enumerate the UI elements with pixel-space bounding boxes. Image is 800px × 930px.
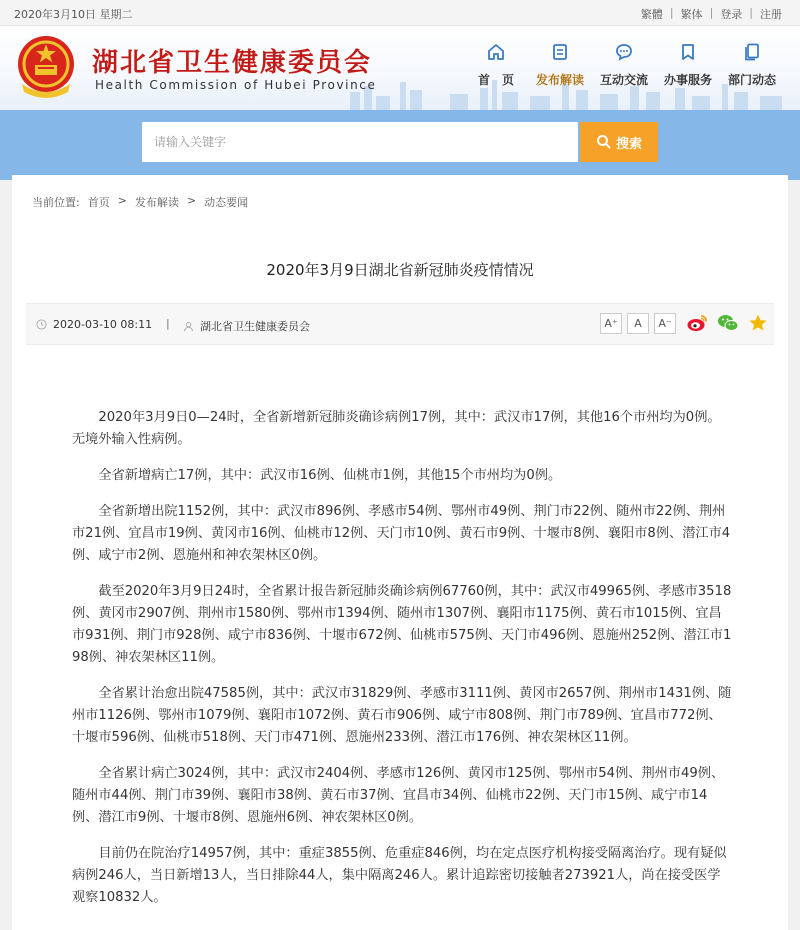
breadcrumb-separator: > <box>117 194 127 207</box>
top-utility-bar <box>0 0 800 26</box>
favorite-star-icon[interactable] <box>748 313 768 333</box>
user-icon <box>183 321 194 332</box>
meta-divider: | <box>166 317 170 330</box>
nav-label: 发布解读 <box>535 73 584 87</box>
search-button[interactable] <box>580 122 658 162</box>
paragraph: 2020年3月9日0—24时，全省新增新冠肺炎确诊病例17例，其中：武汉市17例，其他16个市州均为0例。无境外输入性病例。 <box>72 410 721 447</box>
publish-datetime: 2020-03-10 08:11 <box>53 318 153 331</box>
breadcrumb-separator: > <box>186 194 197 207</box>
nav-label: 互动交流 <box>599 73 648 87</box>
traditional-chinese-alt-link[interactable]: 繁体 <box>680 8 703 21</box>
breadcrumb <box>32 194 248 210</box>
breadcrumb-label: 当前位置: <box>32 196 80 209</box>
site-subtitle: Health Commission of Hubei Province <box>95 78 377 92</box>
search-input[interactable]: 请输入关键字 <box>142 122 578 162</box>
font-size-controls <box>600 313 676 334</box>
nav-item-publications[interactable] <box>528 42 592 88</box>
article-meta-bar <box>26 303 774 345</box>
nav-label: 首 页 <box>477 73 514 87</box>
document-icon <box>550 42 570 62</box>
weibo-icon[interactable] <box>686 313 708 333</box>
home-icon <box>486 42 506 62</box>
breadcrumb-news[interactable]: 动态要闻 <box>204 196 249 209</box>
nav-label: 部门动态 <box>727 73 776 87</box>
nav-label: 办事服务 <box>663 73 712 87</box>
traditional-chinese-link[interactable]: 繁體 <box>640 8 663 21</box>
login-link[interactable]: 登录 <box>720 8 743 21</box>
font-increase-button[interactable]: A⁺ <box>600 313 622 334</box>
separator: | <box>669 6 674 19</box>
clock-icon <box>36 319 47 330</box>
separator: | <box>709 6 714 19</box>
utility-links <box>641 6 782 22</box>
register-link[interactable]: 注册 <box>760 8 782 21</box>
nav-item-services[interactable] <box>656 42 720 88</box>
paragraph: 截至2020年3月9日24时，全省累计报告新冠肺炎确诊病例67760例，其中：武汉市49965例、孝感市3518例、黄冈市2907例、荆州市1580例、鄂州市1394例、随州市1307例、襄阳市1175例、黄石市1015例、宜昌市931例、荆门市928例、咸宁市836例、十堰市672例、仙桃市575例、天门市496例、恩施州252例、潜江市198例、神农架林区11例。 <box>72 584 732 665</box>
font-default-button[interactable]: A <box>627 313 649 334</box>
paragraph: 全省累计病亡3024例，其中：武汉市2404例、孝感市126例、黄冈市125例、鄂州市54例、荆州市49例、随州市44例、荆门市39例、襄阳市38例、黄石市37例、宜昌市34例、仙桃市22例、天门市15例、咸宁市14例、潜江市9例、十堰市8例、恩施州6例、神农架林区0例。 <box>72 766 725 825</box>
share-tools <box>686 313 768 333</box>
breadcrumb-publications[interactable]: 发布解读 <box>134 196 179 209</box>
search-icon <box>596 134 612 150</box>
site-header <box>0 26 800 110</box>
search-button-label: 搜索 <box>615 136 642 152</box>
font-decrease-button[interactable]: A⁻ <box>654 313 676 334</box>
site-title[interactable]: 湖北省卫生健康委员会 <box>92 48 373 78</box>
paragraph: 全省新增出院1152例，其中：武汉市896例、孝感市54例、鄂州市49例、荆门市22例、随州市22例、荆州市21例、宜昌市19例、黄冈市16例、仙桃市12例、天门市10例、黄石市9例、十堰市8例、襄阳市8例、潜江市4例、咸宁市2例、恩施州和神农架林区0例。 <box>72 504 731 563</box>
wechat-icon[interactable] <box>717 313 739 333</box>
nav-item-department-news[interactable] <box>720 42 784 88</box>
breadcrumb-home[interactable]: 首页 <box>87 196 110 209</box>
paragraph: 全省新增病亡17例，其中：武汉市16例、仙桃市1例，其他15个市州均为0例。 <box>98 468 562 483</box>
main-navigation <box>464 42 784 88</box>
search-band <box>0 110 800 180</box>
nav-item-home[interactable] <box>464 42 528 88</box>
nav-item-interaction[interactable] <box>592 42 656 88</box>
national-emblem-logo <box>14 34 78 102</box>
source-name: 湖北省卫生健康委员会 <box>200 320 310 333</box>
publish-time <box>36 318 152 331</box>
current-date: 2020年3月10日 星期二 <box>14 8 133 21</box>
separator: | <box>749 6 753 19</box>
files-icon <box>742 42 762 62</box>
article-title: 2020年3月9日湖北省新冠肺炎疫情情况 <box>266 261 534 279</box>
bookmark-icon <box>678 42 698 62</box>
chat-icon <box>614 42 634 62</box>
paragraph: 全省累计治愈出院47585例，其中：武汉市31829例、孝感市3111例、黄冈市2657例、荆州市1431例、随州市1126例、鄂州市1079例、襄阳市1072例、黄石市906例、咸宁市808例、荆门市789例、宜昌市772例、十堰市596例、仙桃市518例、天门市471例、恩施州233例、潜江市176例、神农架林区11例。 <box>72 686 732 745</box>
article-body-text <box>72 407 732 923</box>
article-source <box>183 318 310 334</box>
paragraph: 目前仍在院治疗14957例，其中：重症3855例、危重症846例，均在定点医疗机构接受隔离治疗。现有疑似病例246人，当日新增13人，当日排除44人，集中隔离246人。累计追踪密切接触者273921人，尚在接受医学观察10832人。 <box>72 846 727 905</box>
